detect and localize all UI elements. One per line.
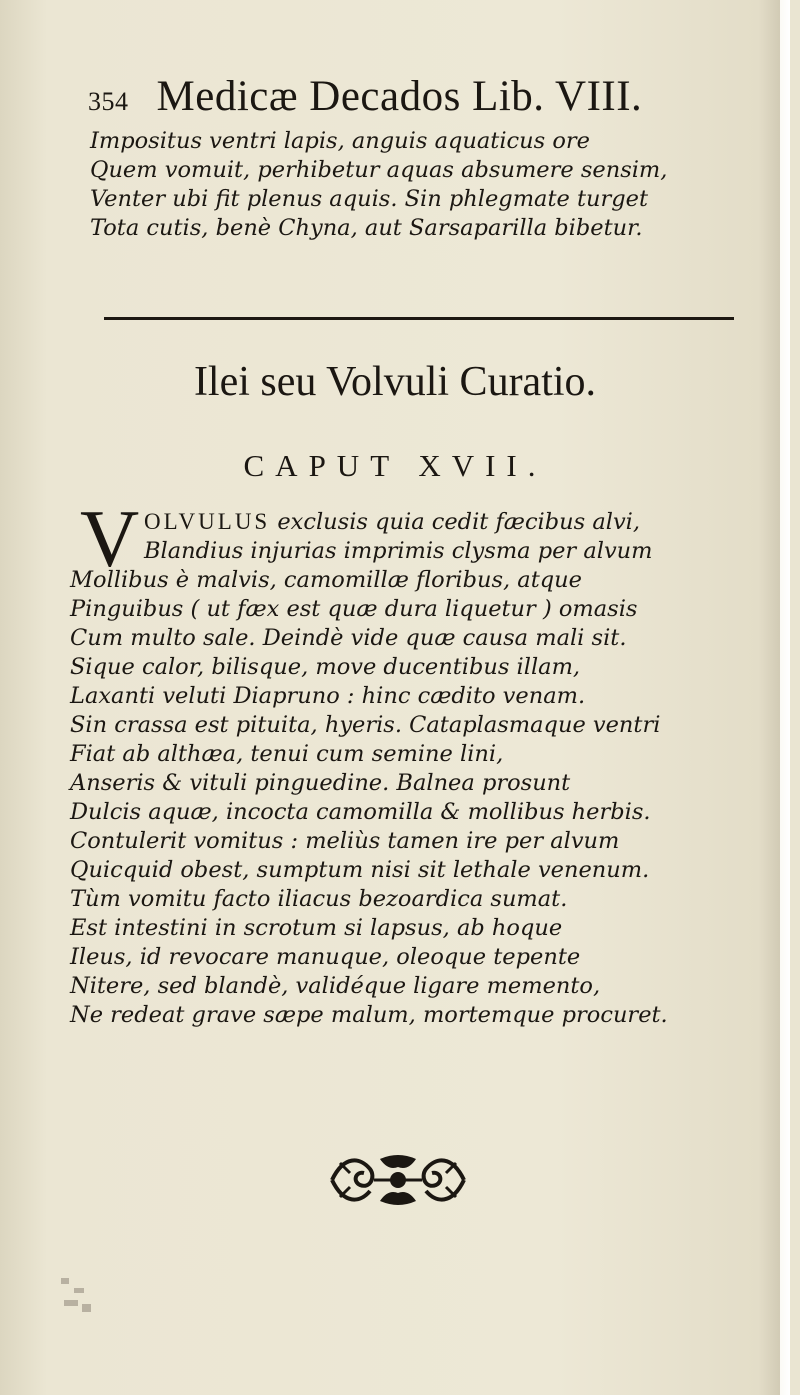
- chapter-heading: CAPUT XVII.: [243, 448, 547, 483]
- verse-line: Tota cutis, benè Chyna, aut Sarsaparilla bibetur.: [90, 215, 643, 241]
- verse-line: Laxanti veluti Diapruno : hinc cædito venam.: [70, 683, 586, 709]
- section-title: Ilei seu Volvuli Curatio.: [193, 359, 597, 405]
- verse-line-first: [70, 507, 760, 537]
- verse-line: Quem vomuit, perhibetur aquas absumere sensim,: [90, 157, 668, 183]
- verse-line: Blandius injurias imprimis clysma per alvum: [144, 538, 653, 564]
- running-header: [88, 72, 668, 121]
- verse-line: Est intestini in scrotum si lapsus, ab hoque: [70, 915, 563, 941]
- verse-line: Tùm vomitu facto iliacus bezoardica sumat.: [70, 886, 568, 912]
- drop-cap: V: [80, 493, 140, 584]
- verse-line: Venter ubi fit plenus aquis. Sin phlegmate turget: [90, 186, 649, 212]
- verse-line: Ne redeat grave sæpe malum, mortemque procuret.: [70, 1002, 668, 1028]
- running-head-title: Medicæ Decados Lib. VIII.: [156, 73, 643, 120]
- section-rule: [104, 317, 734, 320]
- verse-line: Impositus ventri lapis, anguis aquaticus ore: [90, 128, 590, 154]
- page-edge: [780, 0, 790, 1395]
- verse-line: Contulerit vomitus : meliùs tamen ire per alvum: [70, 828, 620, 854]
- verse-line: Cum multo sale. Deindè vide quæ causa mali sit.: [70, 625, 627, 651]
- verse-line: Dulcis aquæ, incocta camomilla & mollibus herbis.: [70, 799, 651, 825]
- verse-line: Fiat ab althæa, tenui cum semine lini,: [70, 741, 504, 767]
- floral-ornament-icon: [330, 1151, 466, 1209]
- verse-line: Ileus, id revocare manuque, oleoque tepente: [70, 944, 581, 970]
- verse-line: Anseris & vituli pinguedine. Balnea prosunt: [70, 770, 571, 796]
- verse-line: Sique calor, bilisque, move ducentibus illam,: [70, 654, 581, 680]
- verse-line: Mollibus è malvis, camomillæ floribus, atque: [70, 567, 582, 593]
- ink-smudge-icon: [56, 1270, 116, 1330]
- poem-body: [70, 507, 760, 1030]
- small-caps-word: OLVULUS: [144, 509, 271, 534]
- page-number: 354: [88, 87, 129, 116]
- top-verse-block: [90, 127, 730, 243]
- verse-line-rest: exclusis quia cedit fæcibus alvi,: [270, 509, 641, 535]
- verse-line: Pinguibus ( ut fæx est quæ dura liquetur ) omasis: [70, 596, 638, 622]
- verse-line: Sin crassa est pituita, hyeris. Cataplasmaque ventri: [70, 712, 661, 738]
- verse-line: Quicquid obest, sumptum nisi sit lethale venenum.: [70, 857, 650, 883]
- verse-line: Nitere, sed blandè, validéque ligare memento,: [70, 973, 601, 999]
